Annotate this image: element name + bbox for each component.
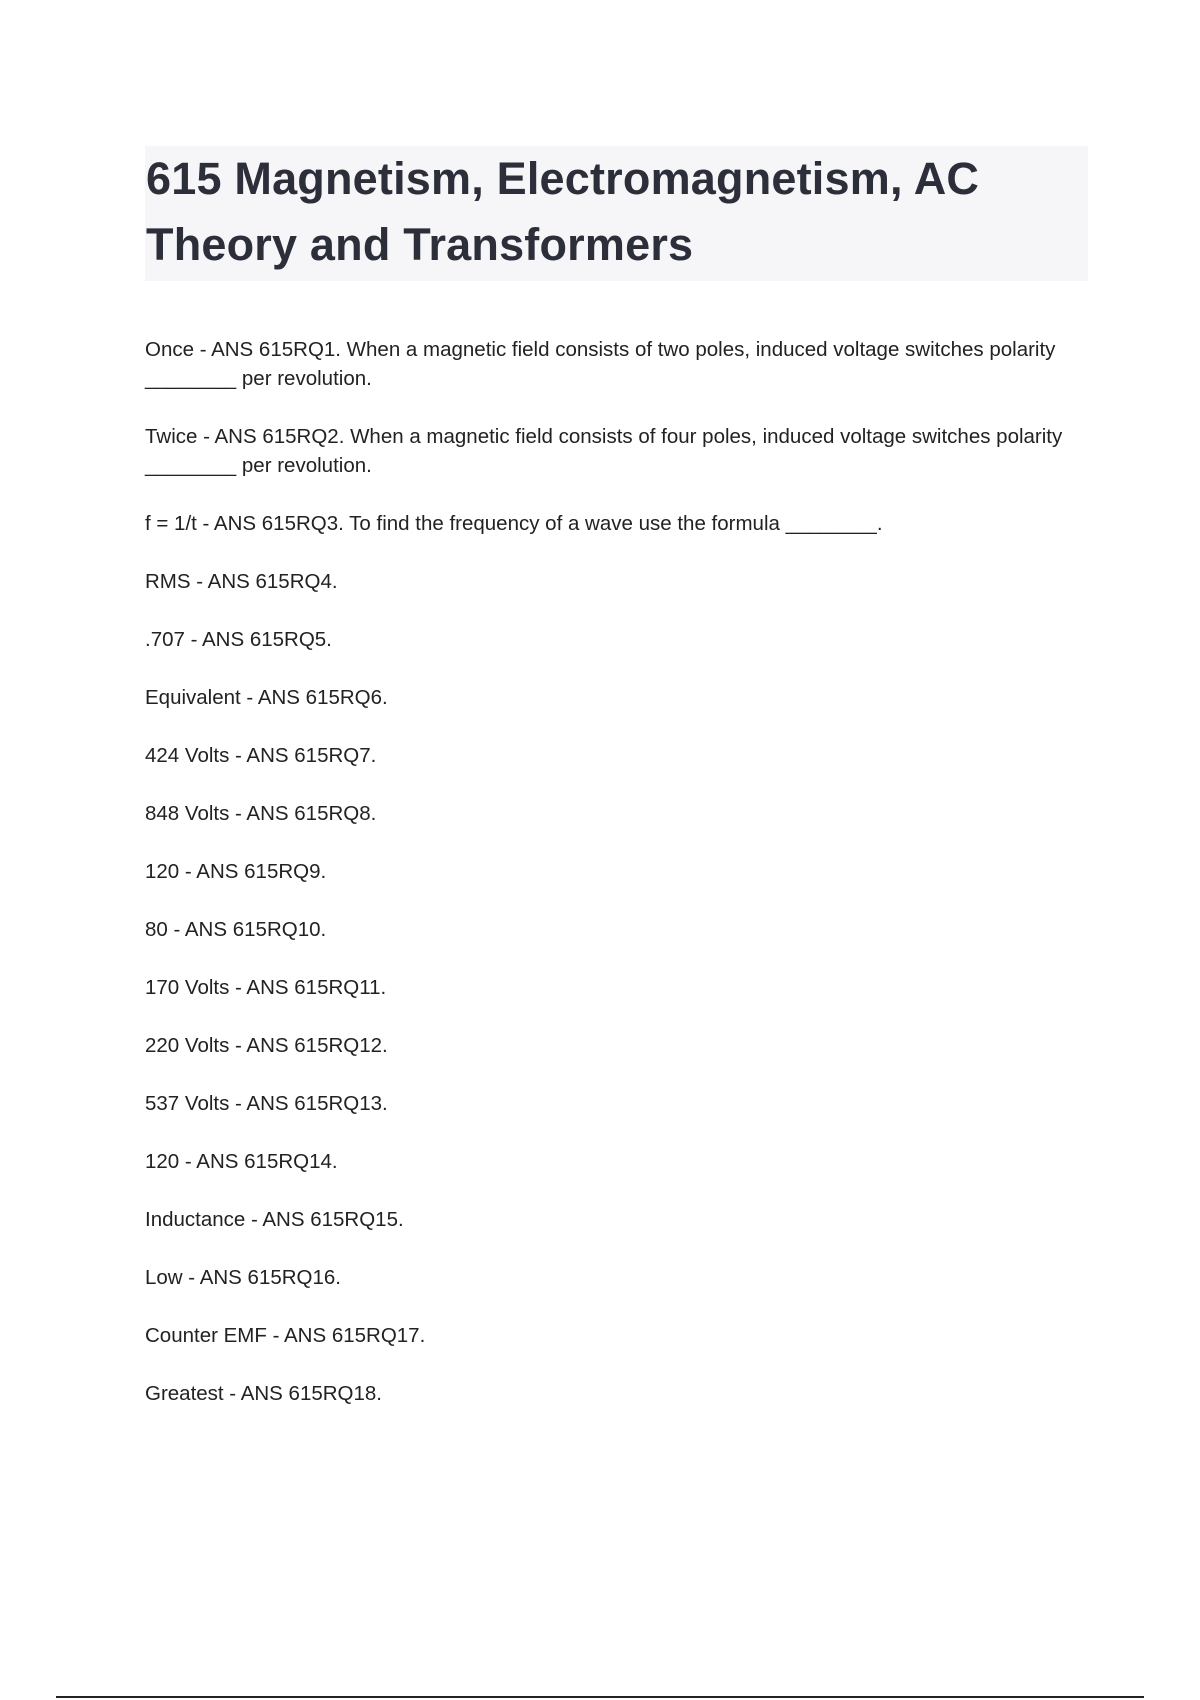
qa-item: f = 1/t - ANS 615RQ3. To find the frequency of a wave use the formula ________.: [145, 512, 883, 535]
page-title: 615 Magnetism, Electromagnetism, AC Theory and Transformers: [146, 153, 980, 270]
qa-item: 220 Volts - ANS 615RQ12.: [145, 1034, 388, 1057]
qa-item: 80 - ANS 615RQ10.: [145, 918, 327, 941]
qa-item: Once - ANS 615RQ1. When a magnetic field consists of two poles, induced voltage switches polarity ________ per revolution.: [145, 338, 1056, 390]
qa-item: 537 Volts - ANS 615RQ13.: [145, 1092, 388, 1115]
footer-divider: [56, 1696, 1144, 1698]
qa-item: 170 Volts - ANS 615RQ11.: [145, 976, 387, 999]
qa-item: Inductance - ANS 615RQ15.: [145, 1208, 404, 1231]
qa-list: [145, 335, 1085, 1437]
qa-item: 120 - ANS 615RQ9.: [145, 860, 327, 883]
qa-item: 120 - ANS 615RQ14.: [145, 1150, 338, 1173]
qa-item: Greatest - ANS 615RQ18.: [145, 1382, 383, 1405]
qa-item: Twice - ANS 615RQ2. When a magnetic field consists of four poles, induced voltage switches polarity ________ per revolution.: [145, 425, 1063, 477]
qa-item: .707 - ANS 615RQ5.: [145, 628, 332, 651]
qa-item: 424 Volts - ANS 615RQ7.: [145, 744, 377, 767]
qa-item: Low - ANS 615RQ16.: [145, 1266, 341, 1289]
qa-item: RMS - ANS 615RQ4.: [145, 570, 338, 593]
qa-item: 848 Volts - ANS 615RQ8.: [145, 802, 377, 825]
qa-item: Counter EMF - ANS 615RQ17.: [145, 1324, 426, 1347]
qa-item: Equivalent - ANS 615RQ6.: [145, 686, 388, 709]
title-block: [145, 146, 1088, 281]
